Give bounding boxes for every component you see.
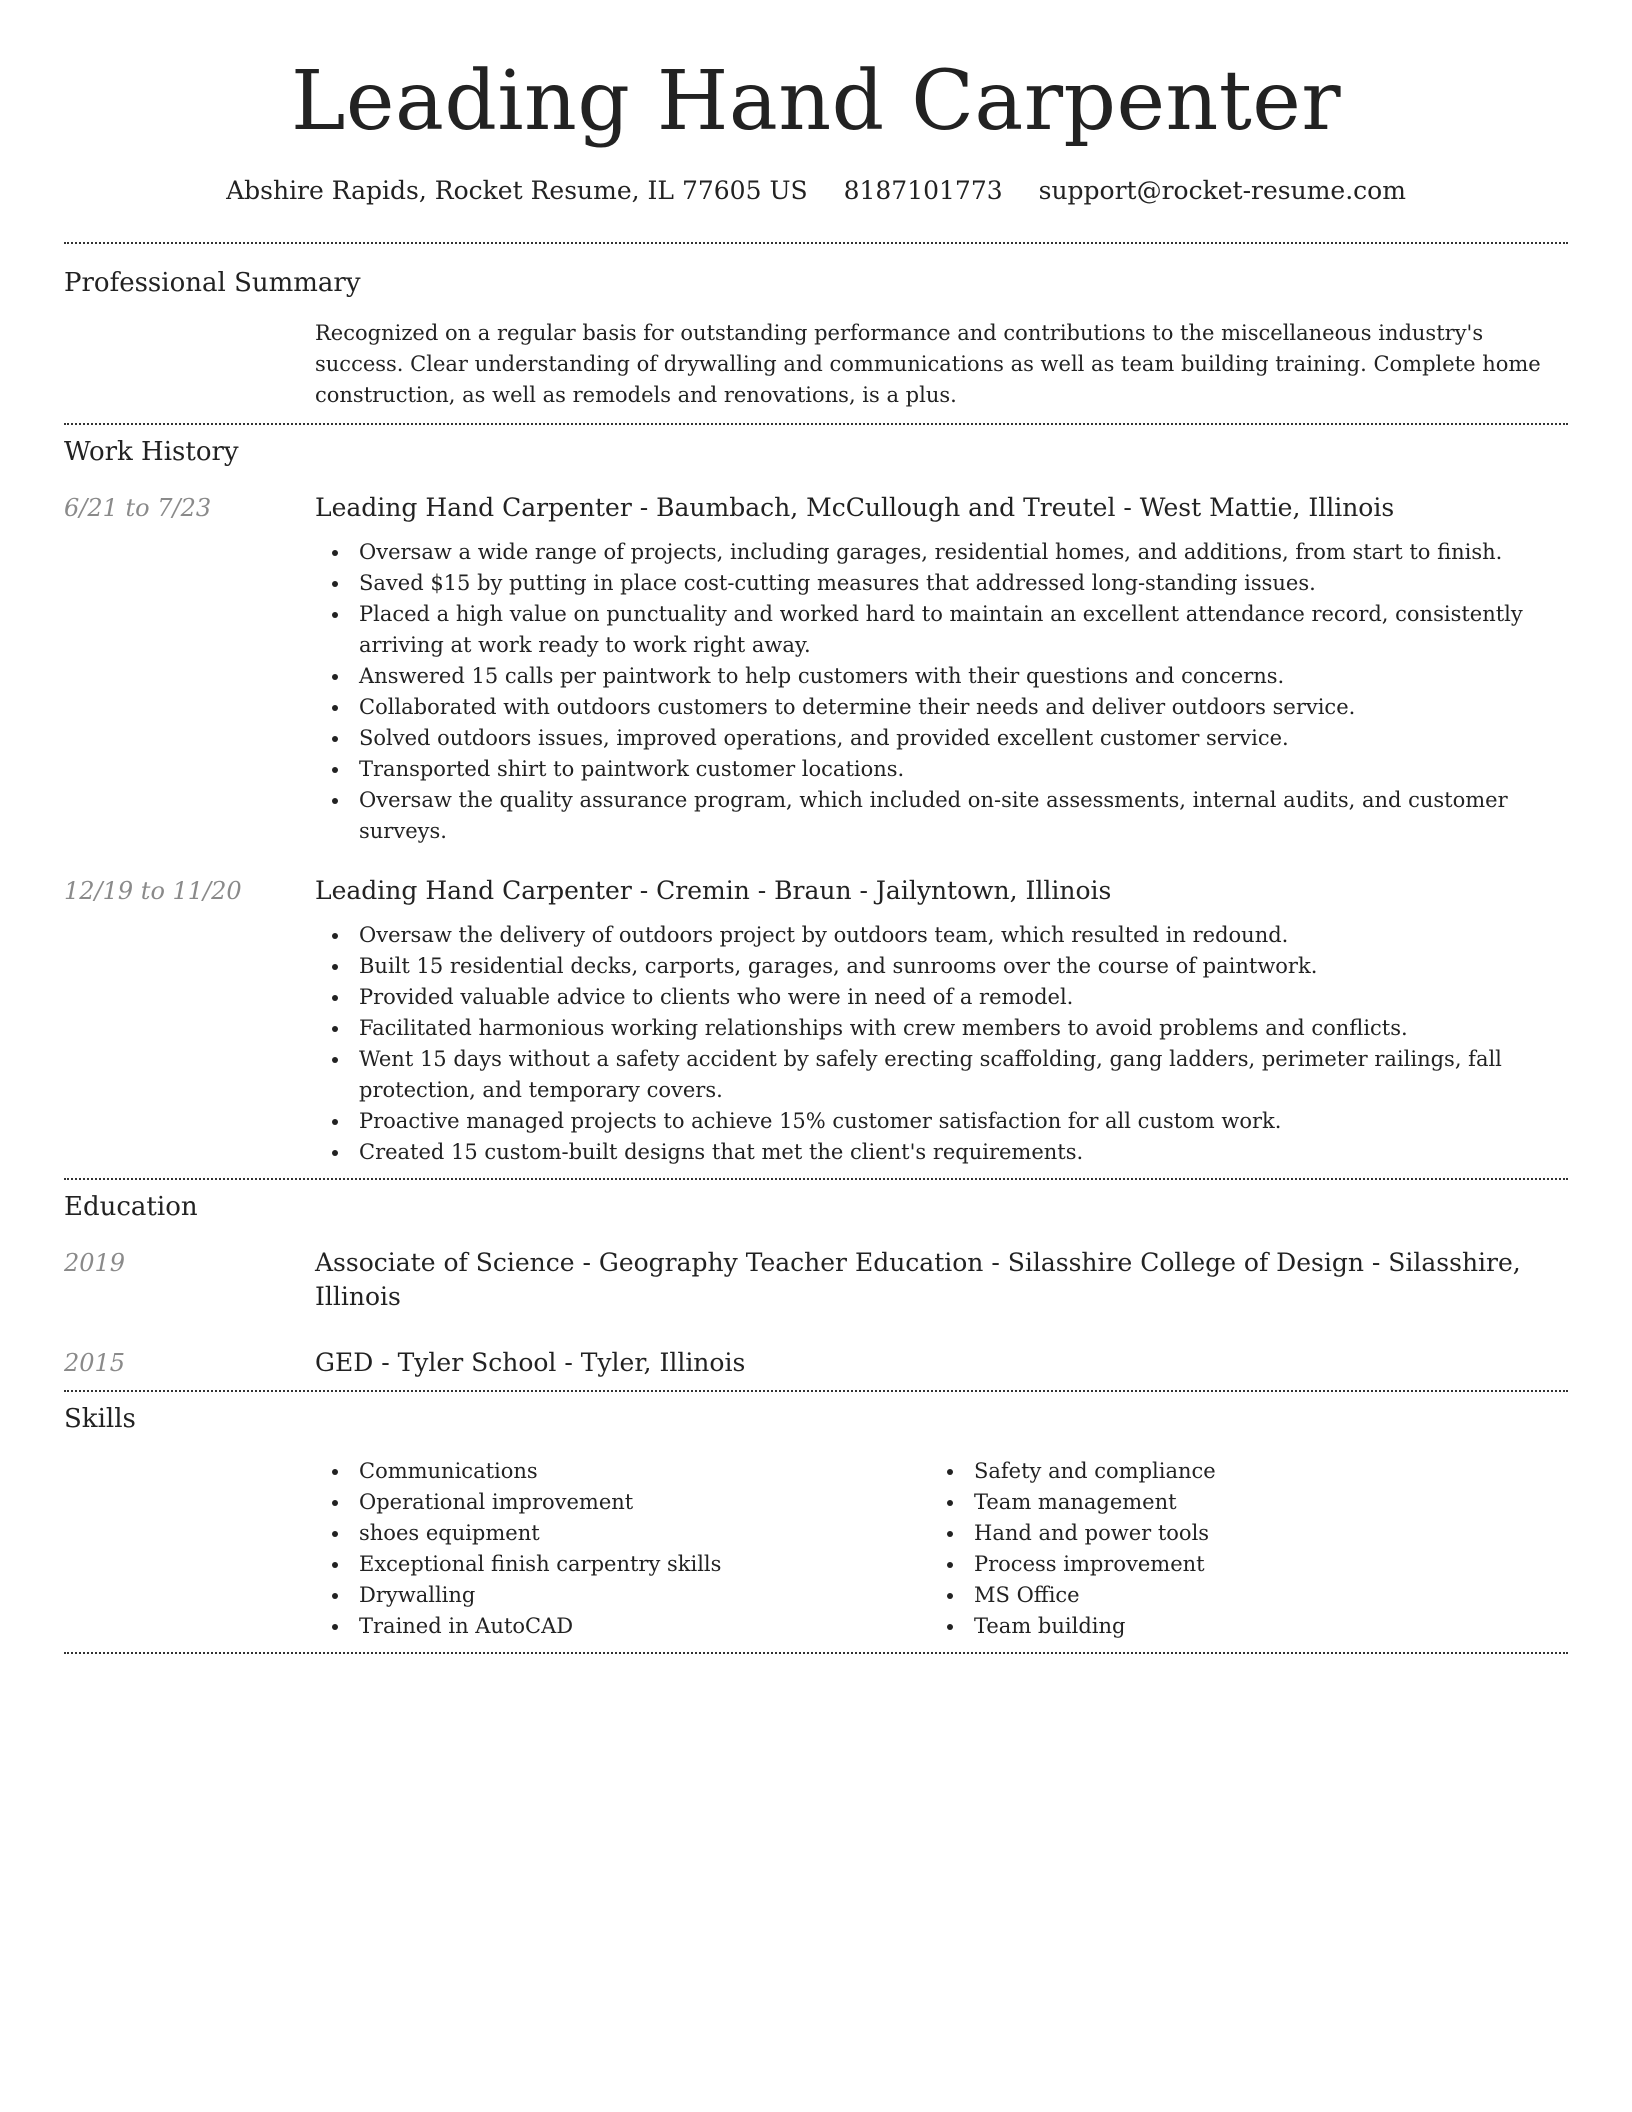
job-bullet: Transported shirt to paintwork customer locations. [315,754,1568,785]
education-section [64,1180,1568,1390]
summary-text: Recognized on a regular basis for outstanding performance and contributions to the miscellaneous industry's success. Clear understanding of drywalling and communications as well as team building training. Complete home construction, as well as remodels and renovations, is a plus. [315,321,1541,407]
job-bullet: Oversaw a wide range of projects, including garages, residential homes, and additions, from start to finish. [315,537,1568,568]
contact-line [64,174,1568,208]
skill-item: Hand and power tools [930,1518,1545,1549]
job-entry [64,874,1568,1168]
job-bullet: Solved outdoors issues, improved operations, and provided excellent customer service. [315,723,1568,754]
job-bullet: Saved $15 by putting in place cost-cutting measures that addressed long-standing issues. [315,568,1568,599]
skill-item: shoes equipment [315,1518,930,1549]
education-entry [64,1346,1568,1380]
resume-header [64,0,1568,208]
work-history-section [64,425,1568,1178]
skill-item: Team management [930,1487,1545,1518]
job-heading: Leading Hand Carpenter - Baumbach, McCullough and Treutel - West Mattie, Illinois [315,493,1395,522]
contact-phone: 8187101773 [843,176,1003,205]
job-dates: 12/19 to 11/20 [64,877,242,905]
job-bullet: Oversaw the delivery of outdoors project by outdoors team, which resulted in redound. [315,920,1568,951]
skill-item: Exceptional finish carpentry skills [315,1549,930,1580]
skill-item: Communications [315,1456,930,1487]
skills-list-right [930,1456,1545,1642]
job-bullet: Proactive managed projects to achieve 15% customer satisfaction for all custom work. [315,1106,1568,1137]
job-bullet: Facilitated harmonious working relationships with crew members to avoid problems and conflicts. [315,1013,1568,1044]
job-bullet-list [315,920,1568,1168]
education-heading: Education [64,1192,198,1222]
job-bullet-list [315,537,1568,847]
contact-email: support@rocket-resume.com [1038,176,1406,205]
education-year: 2019 [64,1249,126,1277]
job-bullet: Provided valuable advice to clients who were in need of a remodel. [315,982,1568,1013]
resume-name: Leading Hand Carpenter [290,54,1342,149]
summary-section [64,244,1568,423]
skills-heading: Skills [64,1404,136,1434]
contact-address: Abshire Rapids, Rocket Resume, IL 77605 US [226,176,808,205]
skill-item: MS Office [930,1580,1545,1611]
job-bullet: Placed a high value on punctuality and worked hard to maintain an excellent attendance record, consistently arriving at work ready to work right away. [315,599,1568,661]
education-year: 2015 [64,1349,126,1377]
summary-spacer [64,318,315,411]
job-dates: 6/21 to 7/23 [64,494,212,522]
job-bullet: Answered 15 calls per paintwork to help customers with their questions and concerns. [315,661,1568,692]
education-entry [64,1246,1568,1314]
job-bullet: Went 15 days without a safety accident by safely erecting scaffolding, gang ladders, perimeter railings, fall protection, and temporary covers. [315,1044,1568,1106]
education-heading-text: Associate of Science - Geography Teacher Education - Silasshire College of Design - Silasshire, Illinois [315,1248,1521,1311]
job-bullet: Built 15 residential decks, carports, garages, and sunrooms over the course of paintwork. [315,951,1568,982]
job-bullet: Collaborated with outdoors customers to determine their needs and deliver outdoors service. [315,692,1568,723]
job-bullet: Created 15 custom-built designs that met the client's requirements. [315,1137,1568,1168]
job-bullet: Oversaw the quality assurance program, which included on-site assessments, internal audits, and customer surveys. [315,785,1568,847]
job-entry [64,491,1568,847]
skill-item: Process improvement [930,1549,1545,1580]
skills-spacer [64,1456,315,1642]
section-divider [64,1652,1568,1654]
skills-section [64,1392,1568,1652]
skills-grid [315,1456,1568,1642]
skills-list-left [315,1456,930,1642]
work-history-heading: Work History [64,437,239,467]
skill-item: Operational improvement [315,1487,930,1518]
skill-item: Team building [930,1611,1545,1642]
skill-item: Drywalling [315,1580,930,1611]
skill-item: Safety and compliance [930,1456,1545,1487]
job-heading: Leading Hand Carpenter - Cremin - Braun - Jailyntown, Illinois [315,876,1112,905]
skill-item: Trained in AutoCAD [315,1611,930,1642]
education-heading-text: GED - Tyler School - Tyler, Illinois [315,1348,746,1377]
summary-heading: Professional Summary [64,268,361,298]
